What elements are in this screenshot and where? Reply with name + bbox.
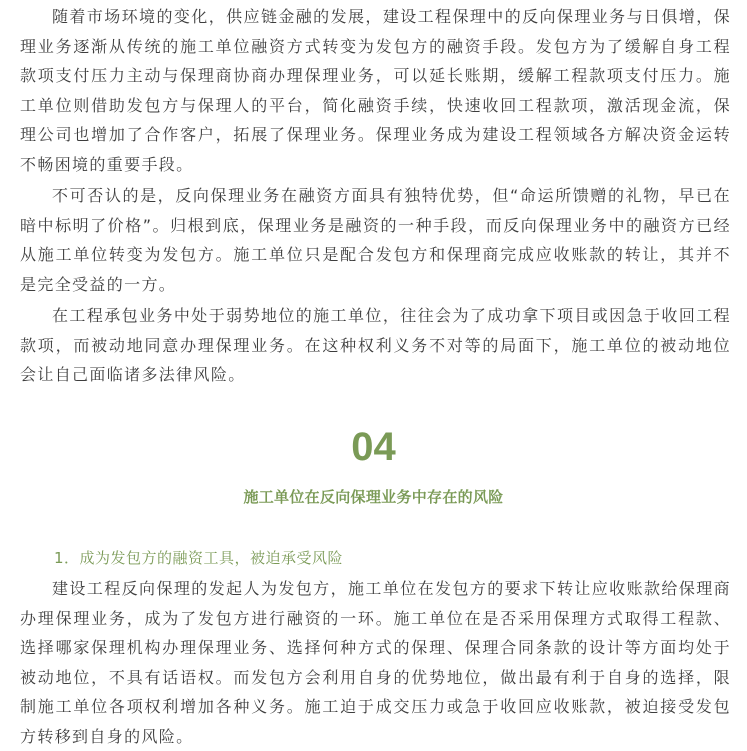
subsection-heading: 1．成为发包方的融资工具，被迫承受风险 (54, 549, 344, 567)
section-number: 04 (351, 425, 396, 469)
article-intro (20, 0, 731, 390)
section-title: 施工单位在反向保理业务中存在的风险 (243, 488, 504, 506)
paragraph-intro-1: 随着市场环境的变化，供应链金融的发展，建设工程保理中的反向保理业务与日俱增，保理业务逐渐从传统的施工单位融资方式转变为发包方的融资手段。发包方为了缓解自身工程款项支付压力主动与保理商协商办理保理业务，可以延长账期，缓解工程款项支付压力。施工单位则借助发包方与保理人的平台，简化融资手续，快速收回工程款项，激活现金流，保理公司也增加了合作客户，拓展了保理业务。保理业务成为建设工程领域各方解决资金运转不畅困境的重要手段。 (20, 7, 731, 174)
paragraph-intro-2: 不可否认的是，反向保理业务在融资方面具有独特优势，但“命运所馈赠的礼物，早已在暗中标明了价格”。归根到底，保理业务是融资的一种手段，而反向保理业务中的融资方已经从施工单位转变为发包方。施工单位只是配合发包方和保理商完成应收账款的转让，其并不是完全受益的一方。 (20, 186, 731, 294)
subsection-paragraph: 建设工程反向保理的发起人为发包方，施工单位在发包方的要求下转让应收账款给保理商办理保理业务，成为了发包方进行融资的一环。施工单位在是否采用保理方式取得工程款、选择哪家保理机构办理保理业务、选择何种方式的保理、保理合同条款的设计等方面均处于被动地位，不具有话语权。而发包方会利用自身的优势地位，做出最有利于自身的选择，限制施工单位各项权利增加各种义务。施工迫于成交压力或急于收回应收账款，被迫接受发包方转移到自身的风险。 (20, 579, 731, 746)
paragraph-intro-3: 在工程承包业务中处于弱势地位的施工单位，往往会为了成功拿下项目或因急于收回工程款项，而被动地同意办理保理业务。在这种权利义务不对等的局面下，施工单位的被动地位会让自己面临诸多法律风险。 (20, 306, 731, 384)
article-section-04 (20, 544, 731, 751)
